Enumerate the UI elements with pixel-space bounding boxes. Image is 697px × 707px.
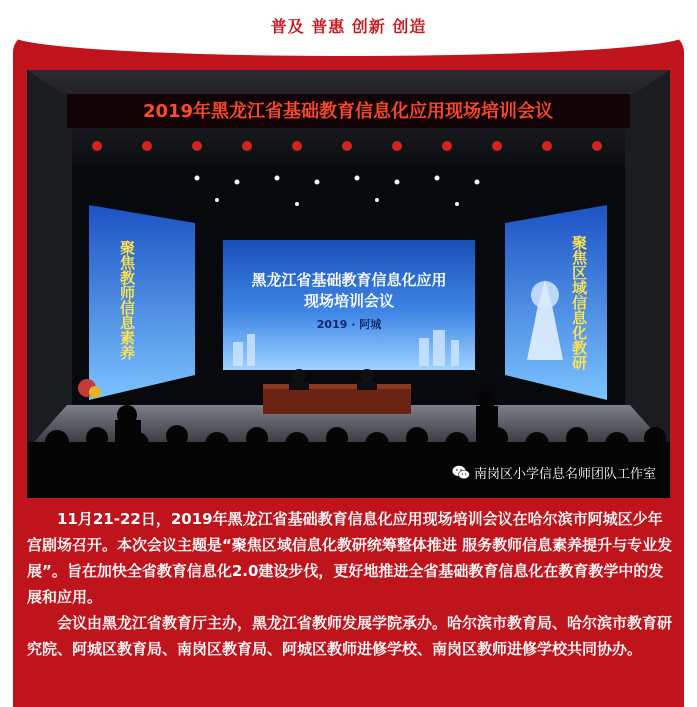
conference-photo (27, 70, 670, 498)
article-paragraph-1: 11月21-22日，2019年黑龙江省基础教育信息化应用现场培训会议在哈尔滨市阿城区少年宫剧场召开。本次会议主题是“聚焦区域信息化教研统筹整体推进 服务教师信息素养提升与专业发展”。旨在加快全省教育信息化2.0建设步伐，更好地推进全省基础教育信息化在教育教学中的发展和应用。 (27, 510, 673, 606)
stage-illustration (27, 70, 670, 498)
screen-subtitle: 2019 · 阿城 (316, 318, 382, 331)
tagline: 普及 普惠 创新 创造 (270, 17, 427, 36)
wechat-icon (452, 465, 470, 480)
watermark-text: 南岗区小学信息名师团队工作室 (473, 467, 656, 482)
left-screen-text: 聚焦教师信息素养 (118, 240, 136, 360)
watermark (452, 463, 656, 482)
screen-title-line1: 黑龙江省基础教育信息化应用 (251, 271, 447, 289)
right-screen-text: 聚焦区域信息化教研 (570, 235, 588, 370)
article-body (27, 506, 677, 662)
screen-title-line2: 现场培训会议 (303, 292, 395, 310)
banner-title: 2019年黑龙江省基础教育信息化应用现场培训会议 (142, 101, 554, 122)
article-paragraph-2: 会议由黑龙江省教育厅主办，黑龙江省教师发展学院承办。哈尔滨市教育局、哈尔滨市教育研究院、阿城区教育局、南岗区教育局、阿城区教师进修学校、南岗区教师进修学校共同协办。 (27, 614, 673, 658)
